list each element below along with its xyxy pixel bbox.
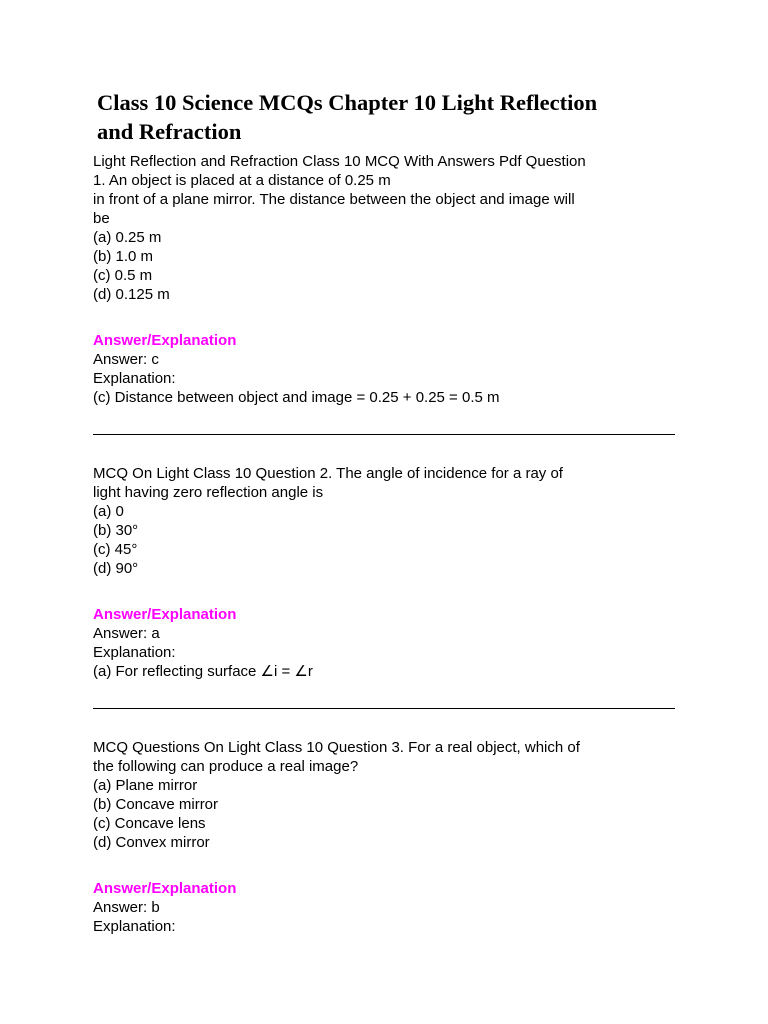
explanation-label-1: Explanation: (93, 370, 176, 387)
title-line-1: Class 10 Science MCQs Chapter 10 Light Reflection (97, 90, 598, 115)
question-1-option-d: (d) 0.125 m (93, 286, 170, 303)
explanation-label-3: Explanation: (93, 918, 176, 935)
divider-2 (93, 708, 675, 709)
answer-block-3 (93, 879, 693, 936)
document-title (97, 88, 693, 146)
answer-3: Answer: b (93, 899, 160, 916)
question-3-line-1: MCQ Questions On Light Class 10 Question 3. For a real object, which of (93, 739, 580, 756)
question-1 (93, 152, 693, 304)
question-1-option-b: (b) 1.0 m (93, 248, 154, 265)
question-1-option-a: (a) 0.25 m (93, 229, 162, 246)
answer-explanation-heading-2[interactable]: Answer/Explanation (93, 606, 237, 623)
question-2 (93, 464, 693, 578)
explanation-label-2: Explanation: (93, 644, 176, 661)
question-1-line-2: 1. An object is placed at a distance of 0.25 m (93, 172, 391, 189)
question-3-option-a: (a) Plane mirror (93, 777, 198, 794)
question-3-option-d: (d) Convex mirror (93, 834, 210, 851)
question-2-option-c: (c) 45° (93, 541, 138, 558)
title-line-2: and Refraction (97, 119, 242, 144)
question-2-line-1: MCQ On Light Class 10 Question 2. The angle of incidence for a ray of (93, 465, 563, 482)
question-2-option-b: (b) 30° (93, 522, 139, 539)
question-3-line-2: the following can produce a real image? (93, 758, 359, 775)
document-page (93, 88, 693, 936)
question-1-line-3: in front of a plane mirror. The distance between the object and image will (93, 191, 575, 208)
question-3-option-b: (b) Concave mirror (93, 796, 219, 813)
answer-block-1 (93, 331, 693, 407)
question-2-option-a: (a) 0 (93, 503, 124, 520)
answer-1: Answer: c (93, 351, 159, 368)
explanation-2: (a) For reflecting surface ∠i = ∠r (93, 663, 313, 680)
question-3 (93, 738, 693, 852)
question-1-line-4: be (93, 210, 110, 227)
answer-block-2 (93, 605, 693, 681)
divider-1 (93, 434, 675, 435)
question-1-option-c: (c) 0.5 m (93, 267, 153, 284)
answer-explanation-heading-3[interactable]: Answer/Explanation (93, 880, 237, 897)
answer-2: Answer: a (93, 625, 160, 642)
question-1-line-1: Light Reflection and Refraction Class 10 MCQ With Answers Pdf Question (93, 153, 586, 170)
question-2-line-2: light having zero reflection angle is (93, 484, 324, 501)
question-3-option-c: (c) Concave lens (93, 815, 206, 832)
answer-explanation-heading-1[interactable]: Answer/Explanation (93, 332, 237, 349)
question-2-option-d: (d) 90° (93, 560, 139, 577)
explanation-1: (c) Distance between object and image = 0.25 + 0.25 = 0.5 m (93, 389, 500, 406)
